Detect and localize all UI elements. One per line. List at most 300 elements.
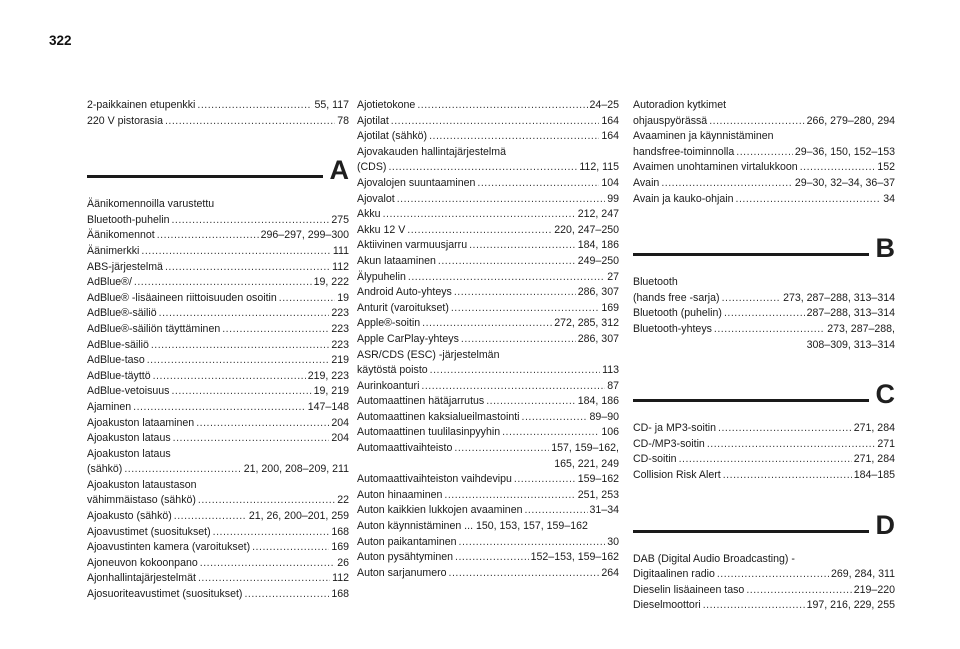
entry-term: Avaaminen ja käynnistäminen xyxy=(633,130,774,143)
entry-pages: 249–250 xyxy=(577,254,619,267)
entry-pages: 34 xyxy=(883,192,895,205)
entry-line xyxy=(357,332,619,348)
entry-line xyxy=(633,98,895,114)
index-entry xyxy=(633,437,895,453)
index-entry xyxy=(357,192,619,208)
section-divider xyxy=(87,147,349,193)
entry-term: 2-paikkainen etupenkki xyxy=(87,99,196,111)
entry-term: Akun lataaminen xyxy=(357,254,436,267)
dot-leader xyxy=(159,306,330,322)
dot-leader xyxy=(174,509,247,525)
index-entry xyxy=(87,587,349,603)
dot-leader xyxy=(157,228,259,244)
entry-line xyxy=(87,400,349,416)
entry-term: Ajovakauden hallintajärjestelmä xyxy=(357,145,506,158)
index-entry xyxy=(357,348,619,379)
entry-pages: 30 xyxy=(607,535,619,548)
entry-term: CD- ja MP3-soitin xyxy=(633,422,717,435)
entry-line xyxy=(87,369,349,385)
entry-line xyxy=(87,306,349,322)
index-entry xyxy=(87,244,349,260)
entry-pages: 24–25 xyxy=(589,99,619,111)
entry-pages: 169 xyxy=(601,301,619,314)
index-entry xyxy=(633,598,895,614)
dot-leader xyxy=(279,291,335,307)
index-entry xyxy=(87,431,349,447)
index-entry xyxy=(357,254,619,270)
entry-term: Auton paikantaminen xyxy=(357,535,457,548)
index-entry xyxy=(87,384,349,400)
dot-leader xyxy=(454,285,576,301)
entry-line xyxy=(357,98,619,114)
dot-leader xyxy=(171,384,311,400)
entry-line xyxy=(357,441,619,457)
entry-pages: 21, 26, 200–201, 259 xyxy=(248,510,349,523)
entry-pages: 287–288, 313–314 xyxy=(806,307,895,320)
dot-leader xyxy=(522,410,588,426)
entry-term: Ajovalojen suuntaaminen xyxy=(357,176,476,189)
index-entry xyxy=(357,535,619,551)
index-entry xyxy=(87,197,349,228)
index-column-2 xyxy=(357,98,619,581)
entry-term: Ajonhallintajärjestelmät xyxy=(87,572,196,585)
entry-term: Akku xyxy=(357,208,381,221)
index-entry xyxy=(87,353,349,369)
entry-term: DAB (Digital Audio Broadcasting) - xyxy=(633,552,795,565)
index-entry xyxy=(357,441,619,472)
entry-line xyxy=(87,525,349,541)
dot-leader xyxy=(469,238,576,254)
entry-continuation xyxy=(357,457,619,473)
entry-term: Ajovalot xyxy=(357,192,395,205)
entry-line xyxy=(633,275,895,291)
dot-leader xyxy=(408,270,605,286)
dot-leader xyxy=(661,176,793,192)
dot-leader xyxy=(151,338,329,354)
entry-term: Ajoakuston lataus xyxy=(87,432,171,445)
index-entry xyxy=(357,410,619,426)
entry-term: Avain ja kauko-ohjain xyxy=(633,192,734,205)
dot-leader xyxy=(222,322,329,338)
entry-line xyxy=(357,488,619,504)
entry-line xyxy=(357,176,619,192)
entry-term: AdBlue®-säiliön täyttäminen xyxy=(87,322,221,335)
entry-pages: 113 xyxy=(602,364,619,377)
entry-line xyxy=(357,223,619,239)
index-entry xyxy=(87,322,349,338)
entry-pages: 184–185 xyxy=(853,468,895,481)
entry-line xyxy=(357,535,619,551)
entry-term: Autoradion kytkimet xyxy=(633,99,727,111)
dot-leader xyxy=(198,571,330,587)
dot-leader xyxy=(165,260,330,276)
entry-term: Ajaminen xyxy=(87,400,132,413)
index-entry xyxy=(357,285,619,301)
dot-leader xyxy=(477,176,599,192)
page-number: 322 xyxy=(49,33,72,48)
entry-term: Ajoneuvon kokoonpano xyxy=(87,556,198,569)
index-entry xyxy=(633,552,895,583)
dot-leader xyxy=(397,192,606,208)
entry-term: Collision Risk Alert xyxy=(633,468,721,481)
dot-leader xyxy=(147,353,330,369)
entry-line xyxy=(633,114,895,130)
entry-line xyxy=(87,322,349,338)
index-entry xyxy=(633,306,895,322)
entry-pages: 219 xyxy=(331,354,349,367)
index-entry xyxy=(87,571,349,587)
entry-line xyxy=(87,98,349,114)
entry-pages: 29–30, 32–34, 36–37 xyxy=(794,176,895,189)
index-entry xyxy=(357,488,619,504)
entry-term: Bluetooth xyxy=(633,276,678,289)
entry-pages: 159–162 xyxy=(577,473,619,486)
entry-pages: 275 xyxy=(331,213,349,226)
section-letter: B xyxy=(875,233,895,264)
entry-term: Auton pysähtyminen xyxy=(357,551,453,564)
dot-leader xyxy=(444,488,575,504)
entry-line xyxy=(87,431,349,447)
index-entry xyxy=(633,421,895,437)
entry-term: (hands free -sarja) xyxy=(633,291,720,304)
entry-term: Automaattinen hätäjarrutus xyxy=(357,395,485,408)
index-entry xyxy=(87,306,349,322)
dot-leader xyxy=(449,566,600,582)
dot-leader xyxy=(422,316,552,332)
entry-pages: 219–220 xyxy=(853,583,895,596)
dot-leader xyxy=(196,416,329,432)
entry-pages: 87 xyxy=(607,379,619,392)
entry-pages: 89–90 xyxy=(589,410,619,423)
entry-pages: 157, 159–162, xyxy=(551,442,619,455)
index-entry xyxy=(357,145,619,176)
dot-leader xyxy=(133,400,306,416)
entry-line xyxy=(87,384,349,400)
entry-line xyxy=(633,192,895,208)
index-entry xyxy=(87,338,349,354)
entry-term: (CDS) xyxy=(357,161,387,174)
dot-leader xyxy=(141,244,330,260)
entry-term: 220 V pistorasia xyxy=(87,114,163,127)
index-entry xyxy=(87,556,349,572)
entry-line xyxy=(357,472,619,488)
index-entry xyxy=(87,98,349,114)
entry-term: Ajotilat xyxy=(357,114,389,127)
index-entry xyxy=(87,275,349,291)
entry-line xyxy=(357,550,619,566)
entry-continuation xyxy=(633,338,895,354)
entry-line xyxy=(357,519,619,535)
entry-pages: 296–297, 299–300 xyxy=(260,229,349,242)
entry-line xyxy=(357,238,619,254)
entry-pages: 273, 287–288, 313–314 xyxy=(783,291,895,304)
entry-pages: 266, 279–280, 294 xyxy=(806,114,895,127)
section-letter: A xyxy=(329,155,349,186)
dot-leader xyxy=(198,493,335,509)
entry-pages: 184, 186 xyxy=(577,239,619,252)
entry-term: Äänimerkki xyxy=(87,244,140,257)
index-entry xyxy=(87,540,349,556)
entry-line xyxy=(357,270,619,286)
dot-leader xyxy=(429,129,599,145)
entry-pages: 168 xyxy=(331,588,349,601)
entry-term: Auton kaikkien lukkojen avaaminen xyxy=(357,504,523,517)
entry-term: AdBlue-taso xyxy=(87,354,145,367)
index-entry xyxy=(357,503,619,519)
entry-line xyxy=(357,363,619,379)
entry-line xyxy=(357,566,619,582)
entry-term: Automaattinen kaksialueilmastointi xyxy=(357,410,520,423)
dot-leader xyxy=(438,254,576,270)
index-column-3 xyxy=(633,98,895,614)
dot-leader xyxy=(714,322,825,338)
entry-line xyxy=(357,114,619,130)
divider-rule xyxy=(633,530,869,533)
entry-pages: 168 xyxy=(331,525,349,538)
entry-line xyxy=(87,244,349,260)
entry-pages: 19, 222 xyxy=(313,276,349,289)
dot-leader xyxy=(486,394,576,410)
entry-pages: 184, 186 xyxy=(577,395,619,408)
entry-pages: 29–36, 150, 152–153 xyxy=(794,145,895,158)
entry-pages: 220, 247–250 xyxy=(554,223,619,236)
entry-pages: 19, 219 xyxy=(313,385,349,398)
entry-line xyxy=(87,478,349,494)
entry-line xyxy=(87,338,349,354)
index-entry xyxy=(87,509,349,525)
entry-pages: 111 xyxy=(332,244,349,257)
entry-line xyxy=(87,197,349,213)
index-entry xyxy=(357,566,619,582)
entry-pages: 31–34 xyxy=(589,504,619,517)
entry-term: Ajotilat (sähkö) xyxy=(357,130,428,143)
index-entry xyxy=(633,98,895,129)
entry-pages: 164 xyxy=(601,114,619,127)
index-entry xyxy=(357,519,619,535)
entry-line xyxy=(357,301,619,317)
index-entry xyxy=(357,223,619,239)
entry-term: ASR/CDS (ESC) -järjestelmän xyxy=(357,348,500,361)
entry-pages: 21, 200, 208–209, 211 xyxy=(243,463,349,476)
index-entry xyxy=(357,98,619,114)
entry-pages: 286, 307 xyxy=(577,332,619,345)
dot-leader xyxy=(717,567,829,583)
index-entry xyxy=(633,452,895,468)
index-entry xyxy=(633,275,895,306)
dot-leader xyxy=(417,98,587,114)
dot-leader xyxy=(124,462,241,478)
entry-line xyxy=(633,437,895,453)
dot-leader xyxy=(724,306,805,322)
dot-leader xyxy=(244,587,329,603)
entry-pages: 223 xyxy=(331,307,349,320)
dot-leader xyxy=(514,472,576,488)
index-entry xyxy=(633,583,895,599)
index-column-1 xyxy=(87,98,349,603)
section-letter: C xyxy=(875,379,895,410)
entry-line xyxy=(357,207,619,223)
entry-pages: 78 xyxy=(337,114,349,127)
index-entry xyxy=(357,394,619,410)
entry-line xyxy=(87,114,349,130)
entry-line xyxy=(87,260,349,276)
entry-term: Automaattivaihteiston vaihdevipu xyxy=(357,473,512,486)
entry-term: Ajoakuston lataus xyxy=(87,447,171,460)
entry-line xyxy=(633,421,895,437)
entry-line xyxy=(357,145,619,161)
dot-leader xyxy=(707,437,875,453)
index-entry xyxy=(87,400,349,416)
index-entry xyxy=(357,176,619,192)
entry-term: Ajoavustimet (suositukset) xyxy=(87,525,211,538)
entry-term: Auton käynnistäminen ... 150, 153, 157, 159–162 xyxy=(357,520,588,533)
index-entry xyxy=(633,129,895,160)
entry-line xyxy=(87,540,349,556)
entry-pages: 27 xyxy=(607,270,619,283)
entry-pages: 22 xyxy=(337,494,349,507)
entry-pages: 197, 216, 229, 255 xyxy=(806,599,895,612)
entry-line xyxy=(87,447,349,463)
entry-term: Automaattinen tuulilasinpyyhin xyxy=(357,426,501,439)
entry-pages: 271 xyxy=(877,437,895,450)
entry-term: käytöstä poisto xyxy=(357,364,428,377)
entry-term: Äänikomennoilla varustettu xyxy=(87,198,215,211)
dot-leader xyxy=(173,431,330,447)
divider-rule xyxy=(633,253,869,256)
dot-leader xyxy=(703,598,805,614)
index-entry xyxy=(87,447,349,478)
entry-term: CD-soitin xyxy=(633,453,677,466)
entry-term: AdBlue-säiliö xyxy=(87,338,149,351)
entry-term: Android Auto-yhteys xyxy=(357,286,452,299)
index-entry xyxy=(87,291,349,307)
entry-pages: 212, 247 xyxy=(577,208,619,221)
entry-pages: 308–309, 313–314 xyxy=(806,338,895,351)
index-entry xyxy=(87,228,349,244)
dot-leader xyxy=(722,291,782,307)
entry-term: Dieselin lisäaineen taso xyxy=(633,583,745,596)
index-entry xyxy=(357,472,619,488)
index-entry xyxy=(357,238,619,254)
entry-pages: 104 xyxy=(601,176,619,189)
entry-term: Ajoakusto (sähkö) xyxy=(87,510,172,523)
dot-leader xyxy=(454,441,549,457)
entry-pages: 164 xyxy=(601,130,619,143)
index-entry xyxy=(357,316,619,332)
entry-term: vähimmäistaso (sähkö) xyxy=(87,494,196,507)
entry-line xyxy=(357,410,619,426)
entry-term: Ajoakuston lataustason xyxy=(87,478,197,491)
entry-line xyxy=(633,552,895,568)
entry-line xyxy=(357,316,619,332)
dot-leader xyxy=(679,452,852,468)
dot-leader xyxy=(407,223,552,239)
entry-term: Avaimen unohtaminen virtalukkoon xyxy=(633,161,798,174)
entry-line xyxy=(357,394,619,410)
entry-term: Automaattivaihteisto xyxy=(357,442,453,455)
entry-term: Avain xyxy=(633,176,660,189)
entry-term: Apple CarPlay-yhteys xyxy=(357,332,459,345)
dot-leader xyxy=(165,114,335,130)
dot-leader xyxy=(252,540,329,556)
entry-line xyxy=(357,503,619,519)
entry-line xyxy=(633,129,895,145)
entry-pages: 26 xyxy=(337,556,349,569)
entry-term: ABS-järjestelmä xyxy=(87,260,163,273)
index-entry xyxy=(87,260,349,276)
entry-pages: 147–148 xyxy=(307,400,349,413)
entry-pages: 112 xyxy=(332,572,349,585)
entry-term: handsfree-toiminnolla xyxy=(633,145,735,158)
index-entry xyxy=(87,369,349,385)
entry-pages: 165, 221, 249 xyxy=(554,457,619,470)
entry-line xyxy=(357,425,619,441)
dot-leader xyxy=(800,160,876,176)
dot-leader xyxy=(524,503,587,519)
index-entry xyxy=(357,207,619,223)
index-entry xyxy=(357,129,619,145)
index-entry xyxy=(87,525,349,541)
index-entry xyxy=(357,550,619,566)
entry-line xyxy=(357,379,619,395)
entry-line xyxy=(87,275,349,291)
dot-leader xyxy=(153,369,306,385)
entry-pages: 271, 284 xyxy=(853,422,895,435)
entry-term: Ajoavustinten kamera (varoitukset) xyxy=(87,541,251,554)
entry-pages: 223 xyxy=(331,322,349,335)
dot-leader xyxy=(430,363,600,379)
entry-pages: 273, 287–288, xyxy=(827,322,895,335)
entry-pages: 219, 223 xyxy=(307,369,349,382)
dot-leader xyxy=(723,468,852,484)
entry-term: Bluetooth (puhelin) xyxy=(633,307,722,320)
entry-line xyxy=(87,556,349,572)
index-entry xyxy=(87,416,349,432)
entry-line xyxy=(633,145,895,161)
entry-line xyxy=(87,416,349,432)
entry-line xyxy=(633,291,895,307)
entry-line xyxy=(633,583,895,599)
entry-line xyxy=(87,587,349,603)
entry-term: Dieselmoottori xyxy=(633,599,701,612)
dot-leader xyxy=(134,275,312,291)
entry-term: Älypuhelin xyxy=(357,270,406,283)
entry-term: CD-/MP3-soitin xyxy=(633,437,705,450)
entry-pages: 112, 115 xyxy=(579,161,619,174)
dot-leader xyxy=(388,160,577,176)
dot-leader xyxy=(171,213,329,229)
entry-line xyxy=(357,254,619,270)
index-entry xyxy=(633,468,895,484)
entry-line xyxy=(87,493,349,509)
index-entry xyxy=(633,176,895,192)
entry-term: Auton hinaaminen xyxy=(357,488,443,501)
dot-leader xyxy=(451,301,599,317)
entry-term: Ajoakuston lataaminen xyxy=(87,416,195,429)
entry-term: (sähkö) xyxy=(87,463,123,476)
entry-pages: 204 xyxy=(331,416,349,429)
entry-line xyxy=(633,176,895,192)
entry-line xyxy=(633,468,895,484)
divider-rule xyxy=(633,399,869,402)
dot-leader xyxy=(421,379,605,395)
entry-term: Apple®-soitin xyxy=(357,317,421,330)
index-entry xyxy=(633,192,895,208)
dot-leader xyxy=(736,145,793,161)
entry-line xyxy=(87,291,349,307)
entry-term: ohjauspyörässä xyxy=(633,114,708,127)
entry-line xyxy=(633,160,895,176)
